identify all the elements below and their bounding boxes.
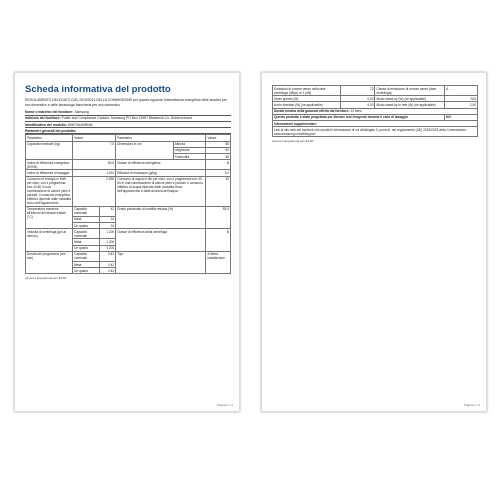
document-page-2 bbox=[261, 72, 487, 412]
param-noise: Emissioni di rumore aereo nella fase centrifuga (dB(A) re 1 pW) bbox=[273, 86, 341, 96]
param-off-mode: Modo spento (W) bbox=[273, 96, 341, 102]
table-row bbox=[273, 86, 478, 96]
sub-value: 2:42 bbox=[99, 262, 115, 268]
value-water-consumption: 45 bbox=[206, 176, 231, 206]
table-row bbox=[273, 127, 478, 137]
param-dimensions: Dimensioni in cm bbox=[116, 141, 173, 160]
sub-label: Metà bbox=[73, 216, 100, 222]
sub-label: Metà bbox=[73, 239, 100, 245]
warranty-value: 24 mesi bbox=[350, 109, 362, 114]
warranty-label: Durata minima della garanzia offerta dal fornitore: bbox=[274, 109, 350, 114]
sub-label: Metà bbox=[73, 262, 100, 268]
additional-label: Informazioni supplementari: bbox=[273, 120, 478, 126]
model-id: WW70A45/BNM bbox=[67, 122, 93, 127]
sub-value: 2:42 bbox=[99, 268, 115, 274]
param-temperature: Temperatura massima all'interno dei tessuti trattati (°C) bbox=[26, 206, 73, 229]
param-energy-consumption: Consumo di energia in kWh per ciclo, con il programma eco 40-60 in una combinazione di carichi pieni e parziali. Il consumo energetico effettivo dipende dalle modalità d'uso dell'apparecchio. bbox=[27, 177, 71, 206]
table-header: Parametro bbox=[116, 135, 206, 141]
table-header: Valore bbox=[73, 135, 116, 141]
params-table-continued bbox=[272, 85, 478, 137]
param-delay-start: Avvio ritardato (W) (se applicabile) bbox=[273, 102, 341, 108]
param-spin-class: Classe di efficienza della centrifuga bbox=[116, 229, 206, 252]
param-eei: Indice di efficienza energetica (EEIW) bbox=[26, 160, 73, 170]
table-header: Parametro bbox=[26, 135, 73, 141]
supplier-name-label: Nome o marchio del fornitore: bbox=[25, 110, 74, 115]
value-networked-standby: 2,00 bbox=[445, 102, 478, 108]
table-row bbox=[26, 229, 231, 239]
dim-label: Larghezza bbox=[173, 147, 206, 153]
params-table bbox=[25, 134, 231, 274]
table-header: Valore bbox=[206, 135, 231, 141]
value-capacity: 7,0 bbox=[73, 141, 116, 160]
sub-label: Un quarto bbox=[73, 223, 100, 229]
dim-label: Altezza bbox=[173, 141, 206, 147]
value-energy-class: B bbox=[206, 160, 231, 170]
param-rinsing: Efficacia di risciacquo (g/kg) bbox=[116, 170, 206, 176]
value-energy-consumption: 0,690 bbox=[73, 176, 116, 206]
value-residual-moisture: 53,9 bbox=[206, 206, 231, 229]
sub-label: Capacità nominale bbox=[73, 229, 100, 239]
silver-label: Questo prodotto è stato progettato per liberare ioni d'argento durante il ciclo di lavaggio bbox=[273, 114, 445, 120]
dim-label: Profondità bbox=[173, 153, 206, 159]
param-water-consumption: Consumo di acqua in litri per ciclo, con il programma eco 40-60 in una combinazione di carichi pieni e parziali. Il consumo effettivo di acqua dipende dalle modalità d'uso dell'apparecchio e dalla durezza dell'acqua. bbox=[116, 176, 206, 206]
value-noise-class: A bbox=[445, 86, 478, 96]
value-rinsing: 5,0 bbox=[206, 170, 231, 176]
supplier-address: Public and Compliance Contact, Samsung PO Box 12987 Blackrock Co. Dublin Ireland bbox=[61, 116, 192, 121]
regulation-text: REGOLAMENTO DELEGATO (UE) 2019/2014 DELLA COMMISSIONE per quanto riguarda l'etichettatura energetica delle lavatrici per uso domestico e delle lavasciuga biancheria per uso domestico bbox=[25, 98, 227, 108]
param-washing-index: Indice di efficienza di lavaggio bbox=[26, 170, 73, 176]
sub-label: Capacità nominale bbox=[73, 206, 100, 216]
value-delay-start: 4,00 bbox=[340, 102, 375, 108]
sub-value: 42 bbox=[99, 206, 115, 216]
general-params-label: Parametri generali del prodotto: bbox=[25, 128, 231, 134]
value-off-mode: 0,50 bbox=[340, 96, 375, 102]
param-duration: Durata del programma (ore : min) bbox=[26, 251, 73, 274]
table-row bbox=[26, 176, 231, 206]
document-page-1 bbox=[14, 72, 240, 412]
value-eei: 80,0 bbox=[73, 160, 116, 170]
sub-value: 24 bbox=[99, 223, 115, 229]
page-title: Scheda informativa del prodotto bbox=[25, 84, 171, 95]
footnote: (a) per il programma eco 40-60 bbox=[25, 276, 67, 281]
dim-value: 60 bbox=[206, 147, 231, 153]
footnote: (a) per il programma eco 40-60 bbox=[272, 139, 314, 144]
param-capacity: Capacità nominale (kg) bbox=[26, 141, 73, 160]
param-type: Tipo bbox=[116, 251, 206, 274]
sub-value: 34 bbox=[99, 216, 115, 222]
dim-value: 55 bbox=[206, 153, 231, 159]
table-row bbox=[26, 206, 231, 216]
sub-label: Un quarto bbox=[73, 268, 100, 274]
value-washing-index: 1,031 bbox=[73, 170, 116, 176]
param-residual-moisture: Grado ponderato di umidità residua (%) bbox=[116, 206, 206, 229]
param-networked-standby: Modo stand-by in rete (W) (se applicabile) bbox=[375, 102, 445, 108]
param-standby: Modo stand-by (W) (se applicabile) bbox=[375, 96, 445, 102]
additional-text: Link al sito web del fornitore che riporta le informazioni di cui all'allegato II, punto 6, del regolamento (UE) 2019/2023 della Commissione: www.samsung.com/it/support bbox=[273, 127, 478, 137]
sub-value: 1 200 bbox=[99, 229, 115, 239]
silver-value: NO bbox=[445, 114, 478, 120]
sub-label: Capacità nominale bbox=[73, 251, 100, 261]
supplier-address-label: Indirizzo del fornitore: bbox=[25, 116, 61, 121]
param-noise-class: Classe di emissione di rumore aereo (fase centrifuga) bbox=[375, 86, 445, 96]
value-type: A libera installazione bbox=[206, 251, 231, 274]
value-standby: N/A bbox=[445, 96, 478, 102]
sub-value: 1 200 bbox=[99, 239, 115, 245]
page-number: Pagina 2 / 2 bbox=[463, 403, 480, 407]
value-spin-class: B bbox=[206, 229, 231, 252]
sub-value: 3:42 bbox=[99, 251, 115, 261]
supplier-name: Samsung bbox=[74, 110, 89, 115]
table-row bbox=[26, 160, 231, 170]
value-noise: 72 bbox=[340, 86, 375, 96]
page-number: Pagina 1 / 2 bbox=[216, 403, 233, 407]
param-energy-class: Classe di efficienza energetica bbox=[116, 160, 206, 170]
sub-label: Un quarto bbox=[73, 245, 100, 251]
dim-value: 85 bbox=[206, 141, 231, 147]
param-spin-speed: Velocità di centrifuga (giri al minuto) bbox=[26, 229, 73, 252]
table-row bbox=[26, 251, 231, 261]
sub-value: 1 200 bbox=[99, 245, 115, 251]
model-label: Identificativo del modello: bbox=[25, 122, 67, 127]
